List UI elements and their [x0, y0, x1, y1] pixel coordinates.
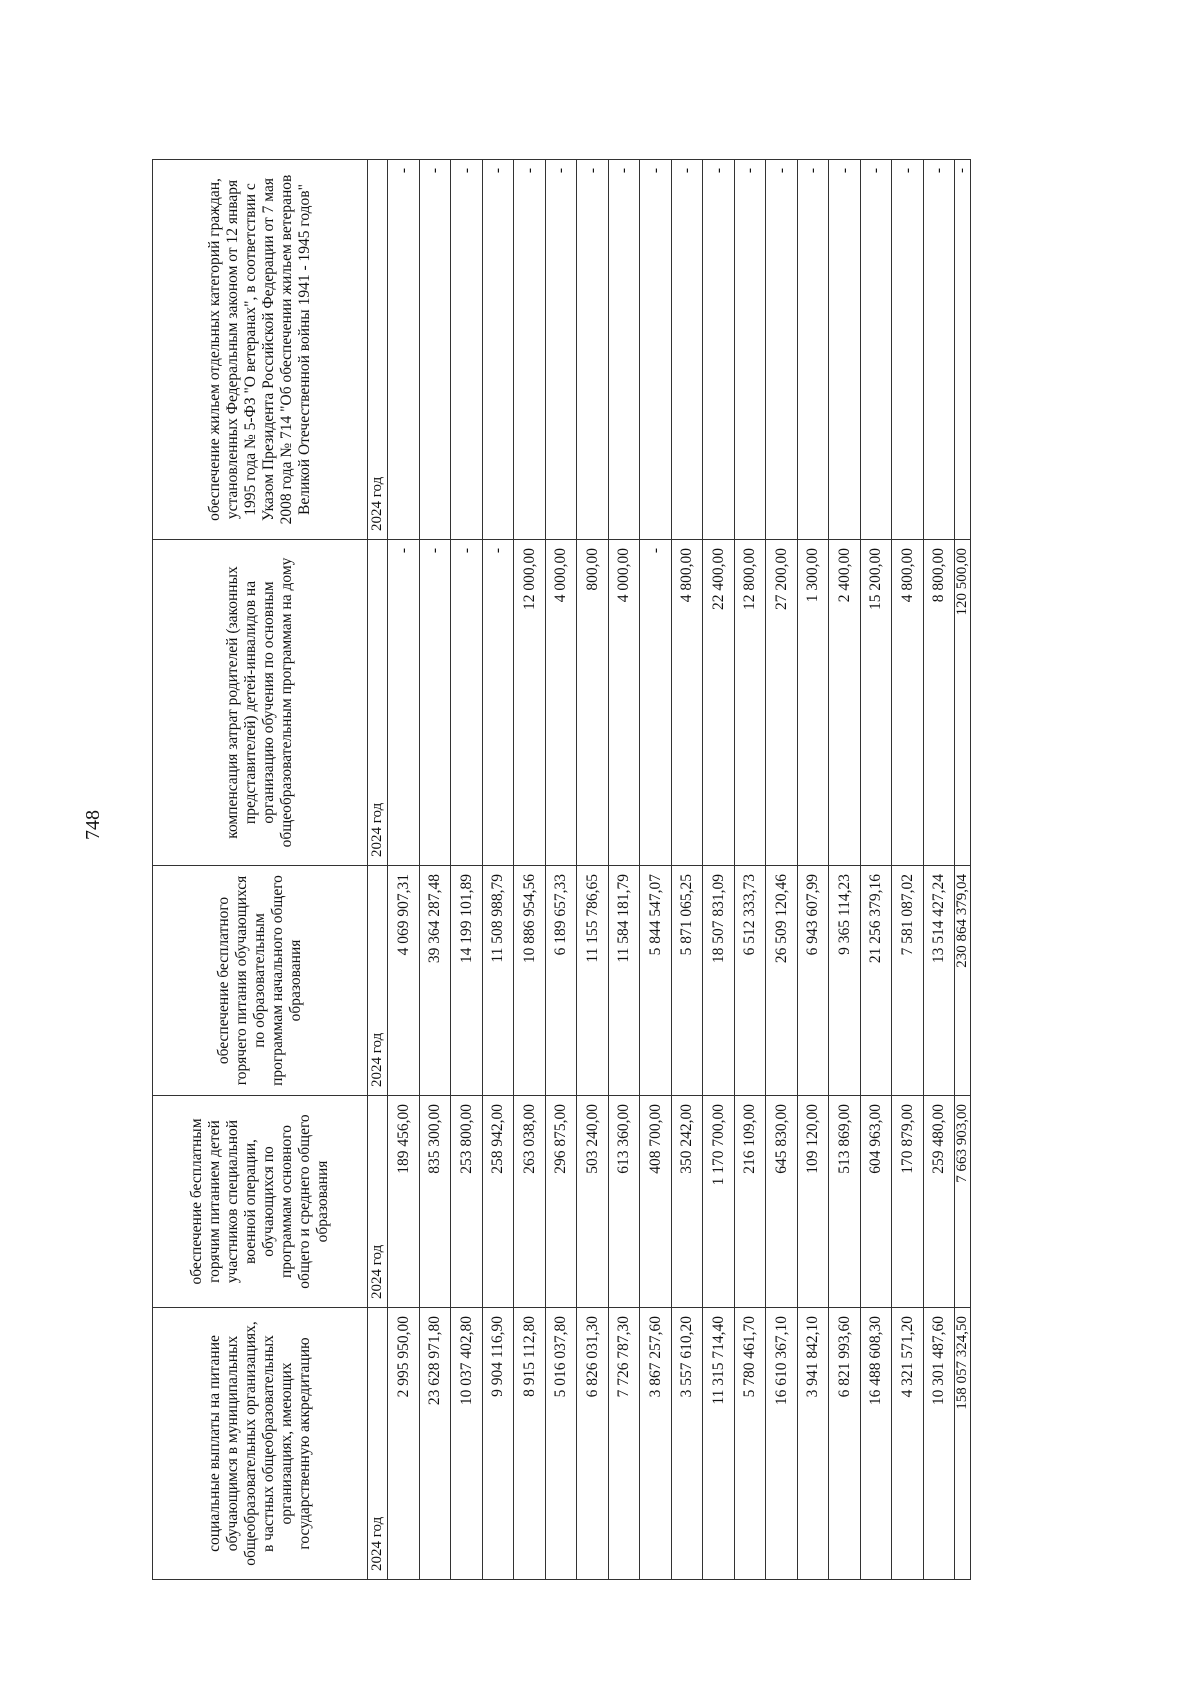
- year-label: 2024 год: [368, 866, 388, 1096]
- table-cell: 12 000,00: [514, 540, 546, 866]
- table-cell: -: [892, 160, 924, 540]
- table-row: [608, 160, 640, 1580]
- table-cell: 4 800,00: [892, 540, 924, 866]
- table-cell: 5 844 547,07: [640, 866, 672, 1096]
- table-cell: 6 821 993,60: [829, 1308, 861, 1580]
- table-cell: -: [829, 160, 861, 540]
- table-cell: 16 488 608,30: [860, 1308, 892, 1580]
- year-label: 2024 год: [368, 1096, 388, 1308]
- table-cell: 26 509 120,46: [766, 866, 798, 1096]
- table-row: [797, 160, 829, 1580]
- table-cell: -: [577, 160, 609, 540]
- table-cell: -: [451, 160, 483, 540]
- table-cell: -: [640, 160, 672, 540]
- table-cell: 800,00: [577, 540, 609, 866]
- table-cell: 10 301 487,60: [923, 1308, 955, 1580]
- table-row: [514, 160, 546, 1580]
- table-cell: 3 941 842,10: [797, 1308, 829, 1580]
- table-cell: 22 400,00: [703, 540, 735, 866]
- header-row: [153, 160, 368, 1580]
- table-cell: -: [514, 160, 546, 540]
- table-row: [419, 160, 451, 1580]
- table-row: [451, 160, 483, 1580]
- table-cell: 4 000,00: [608, 540, 640, 866]
- table-cell: 5 871 065,25: [671, 866, 703, 1096]
- table-cell: 1 300,00: [797, 540, 829, 866]
- total-cell: 230 864 379,04: [955, 866, 971, 1096]
- table-cell: 216 109,00: [734, 1096, 766, 1308]
- table-cell: -: [419, 540, 451, 866]
- table-cell: 9 365 114,23: [829, 866, 861, 1096]
- year-row: [368, 160, 388, 1580]
- table-cell: -: [608, 160, 640, 540]
- total-cell: 7 663 903,00: [955, 1096, 971, 1308]
- table-cell: 7 581 087,02: [892, 866, 924, 1096]
- table-cell: 2 995 950,00: [388, 1308, 420, 1580]
- table-cell: 15 200,00: [860, 540, 892, 866]
- table-cell: -: [419, 160, 451, 540]
- table-row: [388, 160, 420, 1580]
- table-cell: 4 321 571,20: [892, 1308, 924, 1580]
- table-cell: 6 943 607,99: [797, 866, 829, 1096]
- table-cell: -: [923, 160, 955, 540]
- header-svo-hot-meals: обеспечение бесплатным горячим питанием детей участников специальной военной операции, обучающихся по программам основного общего и среднего общего образования: [153, 1096, 368, 1308]
- table-row: [482, 160, 514, 1580]
- table-cell: -: [671, 160, 703, 540]
- table-cell: 1 170 700,00: [703, 1096, 735, 1308]
- total-cell: -: [955, 160, 971, 540]
- table-cell: -: [545, 160, 577, 540]
- table-cell: 350 242,00: [671, 1096, 703, 1308]
- rotated-table-container: [152, 160, 1200, 1580]
- table-cell: -: [388, 540, 420, 866]
- table-row: [734, 160, 766, 1580]
- table-cell: -: [734, 160, 766, 540]
- table-row: [860, 160, 892, 1580]
- total-row: [955, 160, 971, 1580]
- table-cell: 10 037 402,80: [451, 1308, 483, 1580]
- year-label: 2024 год: [368, 1308, 388, 1580]
- table-cell: 23 628 971,80: [419, 1308, 451, 1580]
- table-cell: 6 512 333,73: [734, 866, 766, 1096]
- table-cell: 3 867 257,60: [640, 1308, 672, 1580]
- table-cell: -: [797, 160, 829, 540]
- table-cell: 296 875,00: [545, 1096, 577, 1308]
- table-cell: 503 240,00: [577, 1096, 609, 1308]
- header-primary-hot-meals: обеспечение бесплатного горячего питания обучающихся по образовательным программам начального общего образования: [153, 866, 368, 1096]
- total-cell: 158 057 324,50: [955, 1308, 971, 1580]
- table-cell: 14 199 101,89: [451, 866, 483, 1096]
- table-cell: 408 700,00: [640, 1096, 672, 1308]
- table-cell: 613 360,00: [608, 1096, 640, 1308]
- table-cell: -: [860, 160, 892, 540]
- table-cell: 13 514 427,24: [923, 866, 955, 1096]
- budget-table: [152, 159, 971, 1580]
- table-cell: -: [482, 540, 514, 866]
- page-number: 748: [82, 810, 104, 840]
- table-cell: 21 256 379,16: [860, 866, 892, 1096]
- table-cell: 170 879,00: [892, 1096, 924, 1308]
- table-cell: 10 886 954,56: [514, 866, 546, 1096]
- table-cell: 3 557 610,20: [671, 1308, 703, 1580]
- year-label: 2024 год: [368, 540, 388, 866]
- table-cell: 9 904 116,90: [482, 1308, 514, 1580]
- table-cell: 18 507 831,09: [703, 866, 735, 1096]
- table-cell: 258 942,00: [482, 1096, 514, 1308]
- table-row: [766, 160, 798, 1580]
- table-cell: 11 155 786,65: [577, 866, 609, 1096]
- table-cell: 604 963,00: [860, 1096, 892, 1308]
- table-cell: -: [482, 160, 514, 540]
- table-cell: 4 000,00: [545, 540, 577, 866]
- table-cell: 7 726 787,30: [608, 1308, 640, 1580]
- table-cell: 6 189 657,33: [545, 866, 577, 1096]
- table-cell: 835 300,00: [419, 1096, 451, 1308]
- table-cell: 5 780 461,70: [734, 1308, 766, 1580]
- table-cell: 11 315 714,40: [703, 1308, 735, 1580]
- table-cell: 189 456,00: [388, 1096, 420, 1308]
- table-row: [577, 160, 609, 1580]
- table-cell: -: [640, 540, 672, 866]
- table-row: [671, 160, 703, 1580]
- table-cell: 8 800,00: [923, 540, 955, 866]
- table-row: [640, 160, 672, 1580]
- table-cell: -: [388, 160, 420, 540]
- table-cell: 27 200,00: [766, 540, 798, 866]
- table-cell: -: [703, 160, 735, 540]
- total-cell: 120 500,00: [955, 540, 971, 866]
- header-veterans-housing: обеспечение жильем отдельных категорий граждан, установленных Федеральным законом от 12 января 1995 года № 5-ФЗ "О ветеранах", в соответствии с Указом Президента Российской Федерации от 7 мая 2008 года № 714 "Об обеспечении жильем ветеранов Великой Отечественной войны 1941 - 1945 годов": [153, 160, 368, 540]
- table-cell: 12 800,00: [734, 540, 766, 866]
- table-cell: 8 915 112,80: [514, 1308, 546, 1580]
- table-cell: 645 830,00: [766, 1096, 798, 1308]
- table-cell: 4 069 907,31: [388, 866, 420, 1096]
- table-row: [892, 160, 924, 1580]
- table-cell: 11 584 181,79: [608, 866, 640, 1096]
- table-row: [703, 160, 735, 1580]
- table-cell: -: [766, 160, 798, 540]
- table-cell: 16 610 367,10: [766, 1308, 798, 1580]
- table-cell: 109 120,00: [797, 1096, 829, 1308]
- table-cell: -: [451, 540, 483, 866]
- table-cell: 263 038,00: [514, 1096, 546, 1308]
- table-row: [545, 160, 577, 1580]
- table-cell: 259 480,00: [923, 1096, 955, 1308]
- table-row: [829, 160, 861, 1580]
- table-cell: 5 016 037,80: [545, 1308, 577, 1580]
- table-cell: 513 869,00: [829, 1096, 861, 1308]
- table-row: [923, 160, 955, 1580]
- table-cell: 253 800,00: [451, 1096, 483, 1308]
- table-cell: 6 826 031,30: [577, 1308, 609, 1580]
- header-disabled-children-compensation: компенсация затрат родителей (законных представителей) детей-инвалидов на организацию обучения по основным общеобразовательным программам на дому: [153, 540, 368, 866]
- table-cell: 2 400,00: [829, 540, 861, 866]
- table-cell: 39 364 287,48: [419, 866, 451, 1096]
- year-label: 2024 год: [368, 160, 388, 540]
- header-social-payments: социальные выплаты на питание обучающимся в муниципальных общеобразовательных организациях, в частных общеобразовательных организациях, имеющих государственную аккредитацию: [153, 1308, 368, 1580]
- table-cell: 11 508 988,79: [482, 866, 514, 1096]
- table-cell: 4 800,00: [671, 540, 703, 866]
